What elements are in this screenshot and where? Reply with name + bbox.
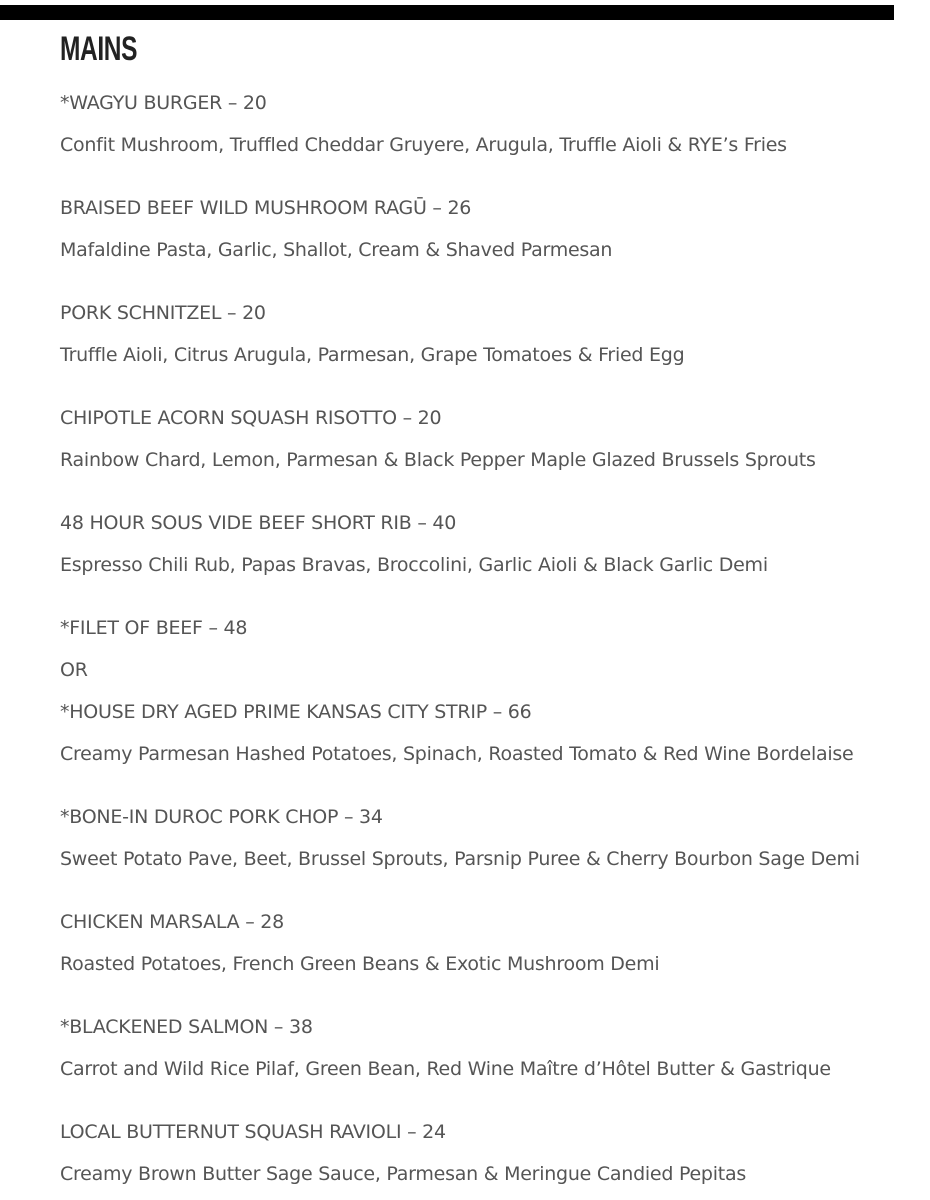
menu-item-description: Sweet Potato Pave, Beet, Brussel Sprouts, Parsnip Puree & Cherry Bourbon Sage Demi [60, 848, 860, 870]
menu-item-description: Truffle Aioli, Citrus Arugula, Parmesan, Grape Tomatoes & Fried Egg [60, 344, 685, 366]
menu-item-name-alternate: *HOUSE DRY AGED PRIME KANSAS CITY STRIP – 66 [60, 701, 532, 723]
menu-item-description: Espresso Chili Rub, Papas Bravas, Broccolini, Garlic Aioli & Black Garlic Demi [60, 554, 768, 576]
menu-item-description: Creamy Parmesan Hashed Potatoes, Spinach, Roasted Tomato & Red Wine Bordelaise [60, 743, 854, 765]
menu-item-name: LOCAL BUTTERNUT SQUASH RAVIOLI – 24 [60, 1121, 446, 1143]
menu-item-name: *FILET OF BEEF – 48 [60, 617, 248, 639]
menu-item-description: Carrot and Wild Rice Pilaf, Green Bean, Red Wine Maître d’Hôtel Butter & Gastrique [60, 1058, 831, 1080]
menu-item-description: Confit Mushroom, Truffled Cheddar Gruyere, Arugula, Truffle Aioli & RYE’s Fries [60, 134, 787, 156]
section-title: MAINS [60, 30, 138, 68]
menu-item [60, 397, 925, 481]
menu-item [60, 1006, 925, 1090]
menu-item-name: CHICKEN MARSALA – 28 [60, 911, 284, 933]
menu-item [60, 187, 925, 271]
menu-item [60, 1111, 925, 1195]
menu-item-name: *BONE-IN DUROC PORK CHOP – 34 [60, 806, 383, 828]
menu-item-description: Rainbow Chard, Lemon, Parmesan & Black Pepper Maple Glazed Brussels Sprouts [60, 449, 816, 471]
menu-item [60, 502, 925, 586]
menu-item-name: *WAGYU BURGER – 20 [60, 92, 267, 114]
menu-item [60, 292, 925, 376]
menu-item [60, 901, 925, 985]
menu-item-name: BRAISED BEEF WILD MUSHROOM RAGŪ – 26 [60, 197, 472, 219]
menu-item-name: 48 HOUR SOUS VIDE BEEF SHORT RIB – 40 [60, 512, 457, 534]
menu-item-description: Creamy Brown Butter Sage Sauce, Parmesan & Meringue Candied Pepitas [60, 1163, 747, 1185]
menu-item [60, 607, 925, 775]
menu-item [60, 796, 925, 880]
menu-item-name: *BLACKENED SALMON – 38 [60, 1016, 313, 1038]
menu-list [60, 82, 925, 1195]
menu-item-name: CHIPOTLE ACORN SQUASH RISOTTO – 20 [60, 407, 442, 429]
menu-item-name: PORK SCHNITZEL – 20 [60, 302, 266, 324]
top-divider-bar [0, 5, 894, 20]
menu-item-description: Mafaldine Pasta, Garlic, Shallot, Cream & Shaved Parmesan [60, 239, 613, 261]
menu-item-or-separator: OR [60, 659, 88, 681]
menu-item [60, 82, 925, 166]
menu-item-description: Roasted Potatoes, French Green Beans & Exotic Mushroom Demi [60, 953, 660, 975]
